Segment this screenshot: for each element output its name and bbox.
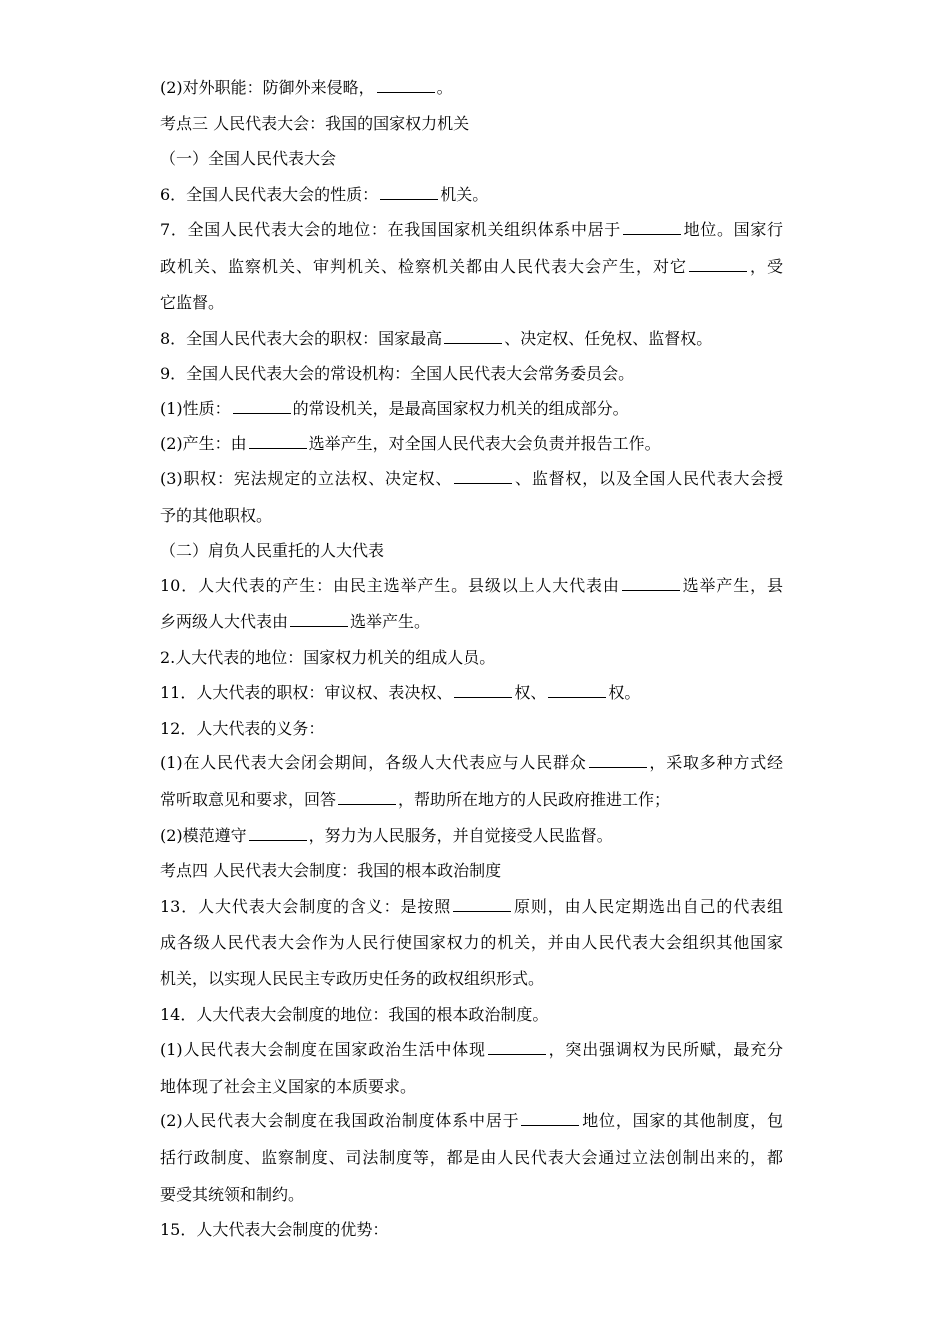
text-line: (2)对外职能：防御外来侵略， 。 (160, 78, 453, 97)
text-line: 机关，以实现人民民主专政历史任务的政权组织形式。 (160, 969, 545, 988)
text-line: 10．人大代表的产生：由民主选举产生。县级以上人大代表由 选举产生，县 (160, 576, 783, 595)
text-line: 括行政制度、监察制度、司法制度等，都是由人民代表大会通过立法创制出来的，都 (160, 1148, 783, 1167)
text-line: 予的其他职权。 (160, 506, 273, 525)
fill-blank[interactable] (338, 790, 396, 805)
fill-blank[interactable] (290, 612, 348, 627)
text-line: 2.人大代表的地位：国家权力机关的组成人员。 (160, 648, 496, 667)
text-line: 7．全国人民代表大会的地位：在我国国家机关组织体系中居于 地位。国家行 (160, 220, 783, 239)
text-line: 它监督。 (160, 293, 225, 312)
fill-blank[interactable] (454, 683, 512, 698)
text-line: 乡两级人大代表由 选举产生。 (160, 612, 431, 631)
subsection-heading: （二）肩负人民重托的人大代表 (160, 541, 385, 560)
text-line: 政机关、监察机关、审判机关、检察机关都由人民代表大会产生，对它 ，受 (160, 257, 783, 276)
text-line: 要受其统领和制约。 (160, 1185, 305, 1204)
text-line: 9．全国人民代表大会的常设机构：全国人民代表大会常务委员会。 (160, 364, 635, 383)
fill-blank[interactable] (548, 683, 606, 698)
text-line: 13．人大代表大会制度的含义：是按照 原则，由人民定期选出自己的代表组 (160, 897, 783, 916)
text-line: (3)职权：宪法规定的立法权、决定权、 、监督权，以及全国人民代表大会授 (160, 469, 783, 488)
fill-blank[interactable] (454, 469, 512, 484)
text-line: 8．全国人民代表大会的职权：国家最高 、决定权、任免权、监督权。 (160, 329, 713, 348)
text-line: 14．人大代表大会制度的地位：我国的根本政治制度。 (160, 1005, 549, 1024)
fill-blank[interactable] (689, 257, 747, 272)
fill-blank[interactable] (521, 1111, 579, 1126)
text-line: 11．人大代表的职权：审议权、表决权、 权、 权。 (160, 683, 641, 702)
text-line: (2)模范遵守 ，努力为人民服务，并自觉接受人民监督。 (160, 826, 613, 845)
text-line: 12．人大代表的义务： (160, 719, 325, 738)
fill-blank[interactable] (249, 434, 307, 449)
text-line: 15．人大代表大会制度的优势： (160, 1220, 389, 1239)
text-line: 地体现了社会主义国家的本质要求。 (160, 1077, 417, 1096)
subsection-heading: （一）全国人民代表大会 (160, 149, 337, 168)
fill-blank[interactable] (623, 220, 681, 235)
fill-blank[interactable] (233, 399, 291, 414)
fill-blank[interactable] (453, 897, 511, 912)
fill-blank[interactable] (622, 576, 680, 591)
text-line: 成各级人民代表大会作为人民行使国家权力的机关，并由人民代表大会组织其他国家 (160, 933, 783, 952)
fill-blank[interactable] (444, 329, 502, 344)
text-line: (2)人民代表大会制度在我国政治制度体系中居于 地位，国家的其他制度，包 (160, 1111, 783, 1130)
text-line: 常听取意见和要求，回答 ，帮助所在地方的人民政府推进工作； (160, 790, 671, 809)
text-line: (1)性质： 的常设机关，是最高国家权力机关的组成部分。 (160, 399, 629, 418)
fill-blank[interactable] (380, 185, 438, 200)
section-heading: 考点三 人民代表大会：我国的国家权力机关 (160, 114, 470, 133)
fill-blank[interactable] (488, 1040, 546, 1055)
fill-blank[interactable] (249, 826, 307, 841)
text-line: (1)在人民代表大会闭会期间，各级人大代表应与人民群众 ，采取多种方式经 (160, 753, 783, 772)
text-line: 6．全国人民代表大会的性质： 机关。 (160, 185, 489, 204)
text-line: (2)产生：由 选举产生，对全国人民代表大会负责并报告工作。 (160, 434, 661, 453)
fill-blank[interactable] (377, 78, 435, 93)
section-heading: 考点四 人民代表大会制度：我国的根本政治制度 (160, 861, 502, 880)
text-line: (1)人民代表大会制度在国家政治生活中体现 ，突出强调权为民所赋，最充分 (160, 1040, 783, 1059)
fill-blank[interactable] (589, 753, 647, 768)
